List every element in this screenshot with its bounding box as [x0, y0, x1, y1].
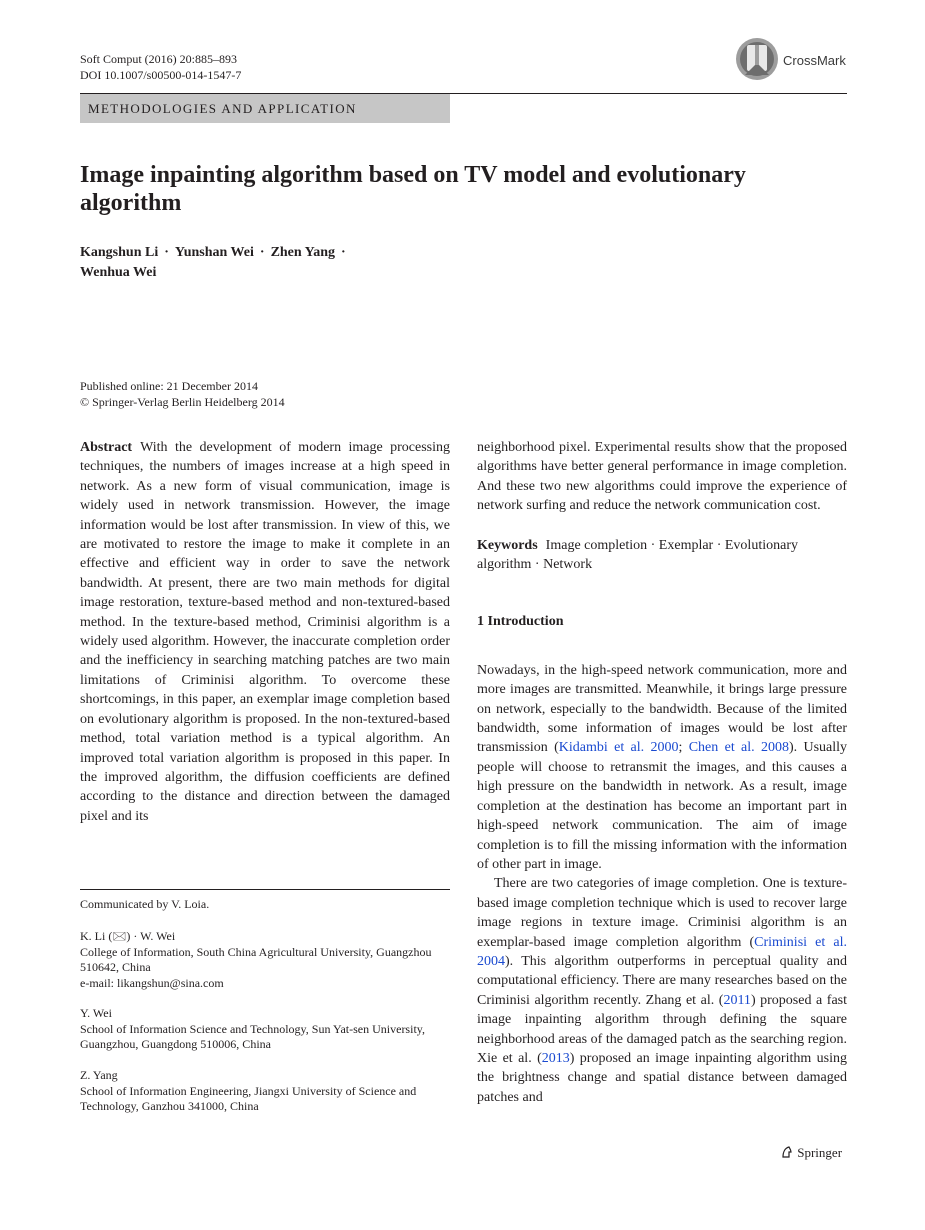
- affiliation-institution: School of Information Science and Technology, Sun Yat-sen University, Guangzhou, Guangdong 510006, China: [80, 1021, 425, 1051]
- affiliation-3: [80, 1068, 450, 1115]
- section-heading: 1 Introduction: [477, 614, 564, 630]
- section-banner: [80, 94, 450, 123]
- author-name: Wenhua Wei: [80, 265, 157, 280]
- citation-link[interactable]: 2013: [541, 1050, 570, 1066]
- author-name: Yunshan Wei: [174, 245, 254, 260]
- author-name: Kangshun Li: [80, 245, 159, 260]
- crossmark-label: CrossMark: [783, 53, 846, 68]
- abstract-label: Abstract: [80, 440, 133, 455]
- springer-horse-icon: [780, 1145, 794, 1159]
- intro-paragraph-2: There are two categories of image completion. One is texture-based image completion technique which is used to recover large image regions in texture image. Criminisi algorithm is an exemplar-based image completion algorithm (Criminisi et al. 2004). This algorithm outperforms in perceptual quality and computational efficiency. There are many researches based on the Criminisi algorithm recently. Zhang et al. (2011) proposed a fast image inpainting algorithm through defining the square neighborhood areas of the damaged patch as the searching region. Xie et al. (2013) proposed an image inpainting algorithm using the brightness change and spatial distance between damaged patches and: [477, 876, 848, 1105]
- right-column: [477, 438, 847, 1107]
- crossmark-badge[interactable]: [735, 37, 855, 83]
- publisher-logo: [780, 1145, 842, 1161]
- banner-label: METHODOLOGIES AND APPLICATION: [88, 101, 357, 116]
- author-separator: ·: [259, 245, 265, 260]
- affiliation-names: Z. Yang: [80, 1068, 118, 1082]
- citation-link[interactable]: 2011: [723, 992, 751, 1008]
- crossmark-icon: [735, 37, 779, 81]
- keywords-text: Image completion · Exemplar · Evolutionary algorithm · Network: [477, 537, 798, 573]
- abstract-text: With the development of modern image processing techniques, the numbers of images increase at a high speed in network. As a new form of visual communication, image is widely used in network transmission. However, the image information would be lost after transmission. In view of this, we are motivated to restore the image to make it complete in an effective and efficient way in order to save the network bandwidth. At present, there are two main methods for digital image restoration, texture-based method and non-textured-based method. In the texture-based method, Criminisi algorithm is a widely used algorithm. However, the inaccurate completion order and the inefficiency in searching matching patches are two main limitations of Criminisi algorithm. To overcome these shortcomings, in this paper, an exemplar image completion based on evolutionary algorithm is proposed. In the non-textured-based method, total variation method is a typical algorithm. An improved total variation algorithm is proposed in this paper. In the improved algorithm, the diffusion coefficients are defined according to the distance and direction between the damaged pixel and its: [80, 440, 450, 824]
- abstract-continued: neighborhood pixel. Experimental results show that the proposed algorithms have better general performance in image completion. And these two new algorithms could improve the experience of network surfing and reduce the network communication cost.: [477, 440, 847, 514]
- affiliation-names: K. Li (🖂) · W. Wei: [80, 929, 176, 943]
- keywords-label: Keywords: [477, 537, 538, 553]
- author-list: [80, 243, 400, 283]
- journal-header: [80, 51, 241, 83]
- publisher-name: Springer: [797, 1145, 843, 1160]
- citation-link[interactable]: Kidambi et al. 2000: [558, 740, 679, 756]
- affiliation-institution: School of Information Engineering, Jiangxi University of Science and Technology, Ganzhou 341000, China: [80, 1083, 417, 1113]
- affiliation-institution: College of Information, South China Agricultural University, Guangzhou 510642, China: [80, 944, 432, 974]
- published-online: Published online: 21 December 2014: [80, 379, 258, 393]
- affiliation-2: [80, 1006, 450, 1053]
- affiliation-email: e-mail: likangshun@sina.com: [80, 975, 224, 990]
- author-name: Zhen Yang: [270, 245, 336, 260]
- abstract: [80, 438, 450, 826]
- citation-link[interactable]: Chen et al. 2008: [688, 740, 789, 756]
- publication-info: [80, 378, 285, 410]
- footnote-rule: [80, 889, 450, 890]
- affiliation-1: [80, 929, 450, 991]
- author-separator: ·: [164, 245, 169, 260]
- communicated-by: Communicated by V. Loia.: [80, 897, 210, 911]
- journal-citation: Soft Comput (2016) 20:885–893: [80, 52, 238, 66]
- copyright: © Springer-Verlag Berlin Heidelberg 2014: [80, 395, 285, 409]
- intro-paragraph-1: Nowadays, in the high-speed network communication, more and more images are transmitted. Meanwhile, it brings large pressure on network, especially to the bandwidth. Because of the limited bandwidth, some information of images would be lost after transmission (Kidambi et al. 2000; Chen et al. 2008). Usually people will choose to retransmit the images, and this causes a high pressure on the bandwidth in network. As a result, image completion at the destination has become an important part in high-speed network communication. The aim of image completion is to fill the missing information with the information of other part in image.: [477, 662, 848, 872]
- affiliation-names: Y. Wei: [80, 1006, 112, 1020]
- paper-title: Image inpainting algorithm based on TV model and evolutionary algorithm: [80, 162, 746, 216]
- doi: DOI 10.1007/s00500-014-1547-7: [80, 68, 242, 82]
- citation-link[interactable]: Criminisi et al. 2004: [477, 934, 847, 969]
- author-separator: ·: [341, 245, 346, 260]
- keywords: [477, 536, 847, 575]
